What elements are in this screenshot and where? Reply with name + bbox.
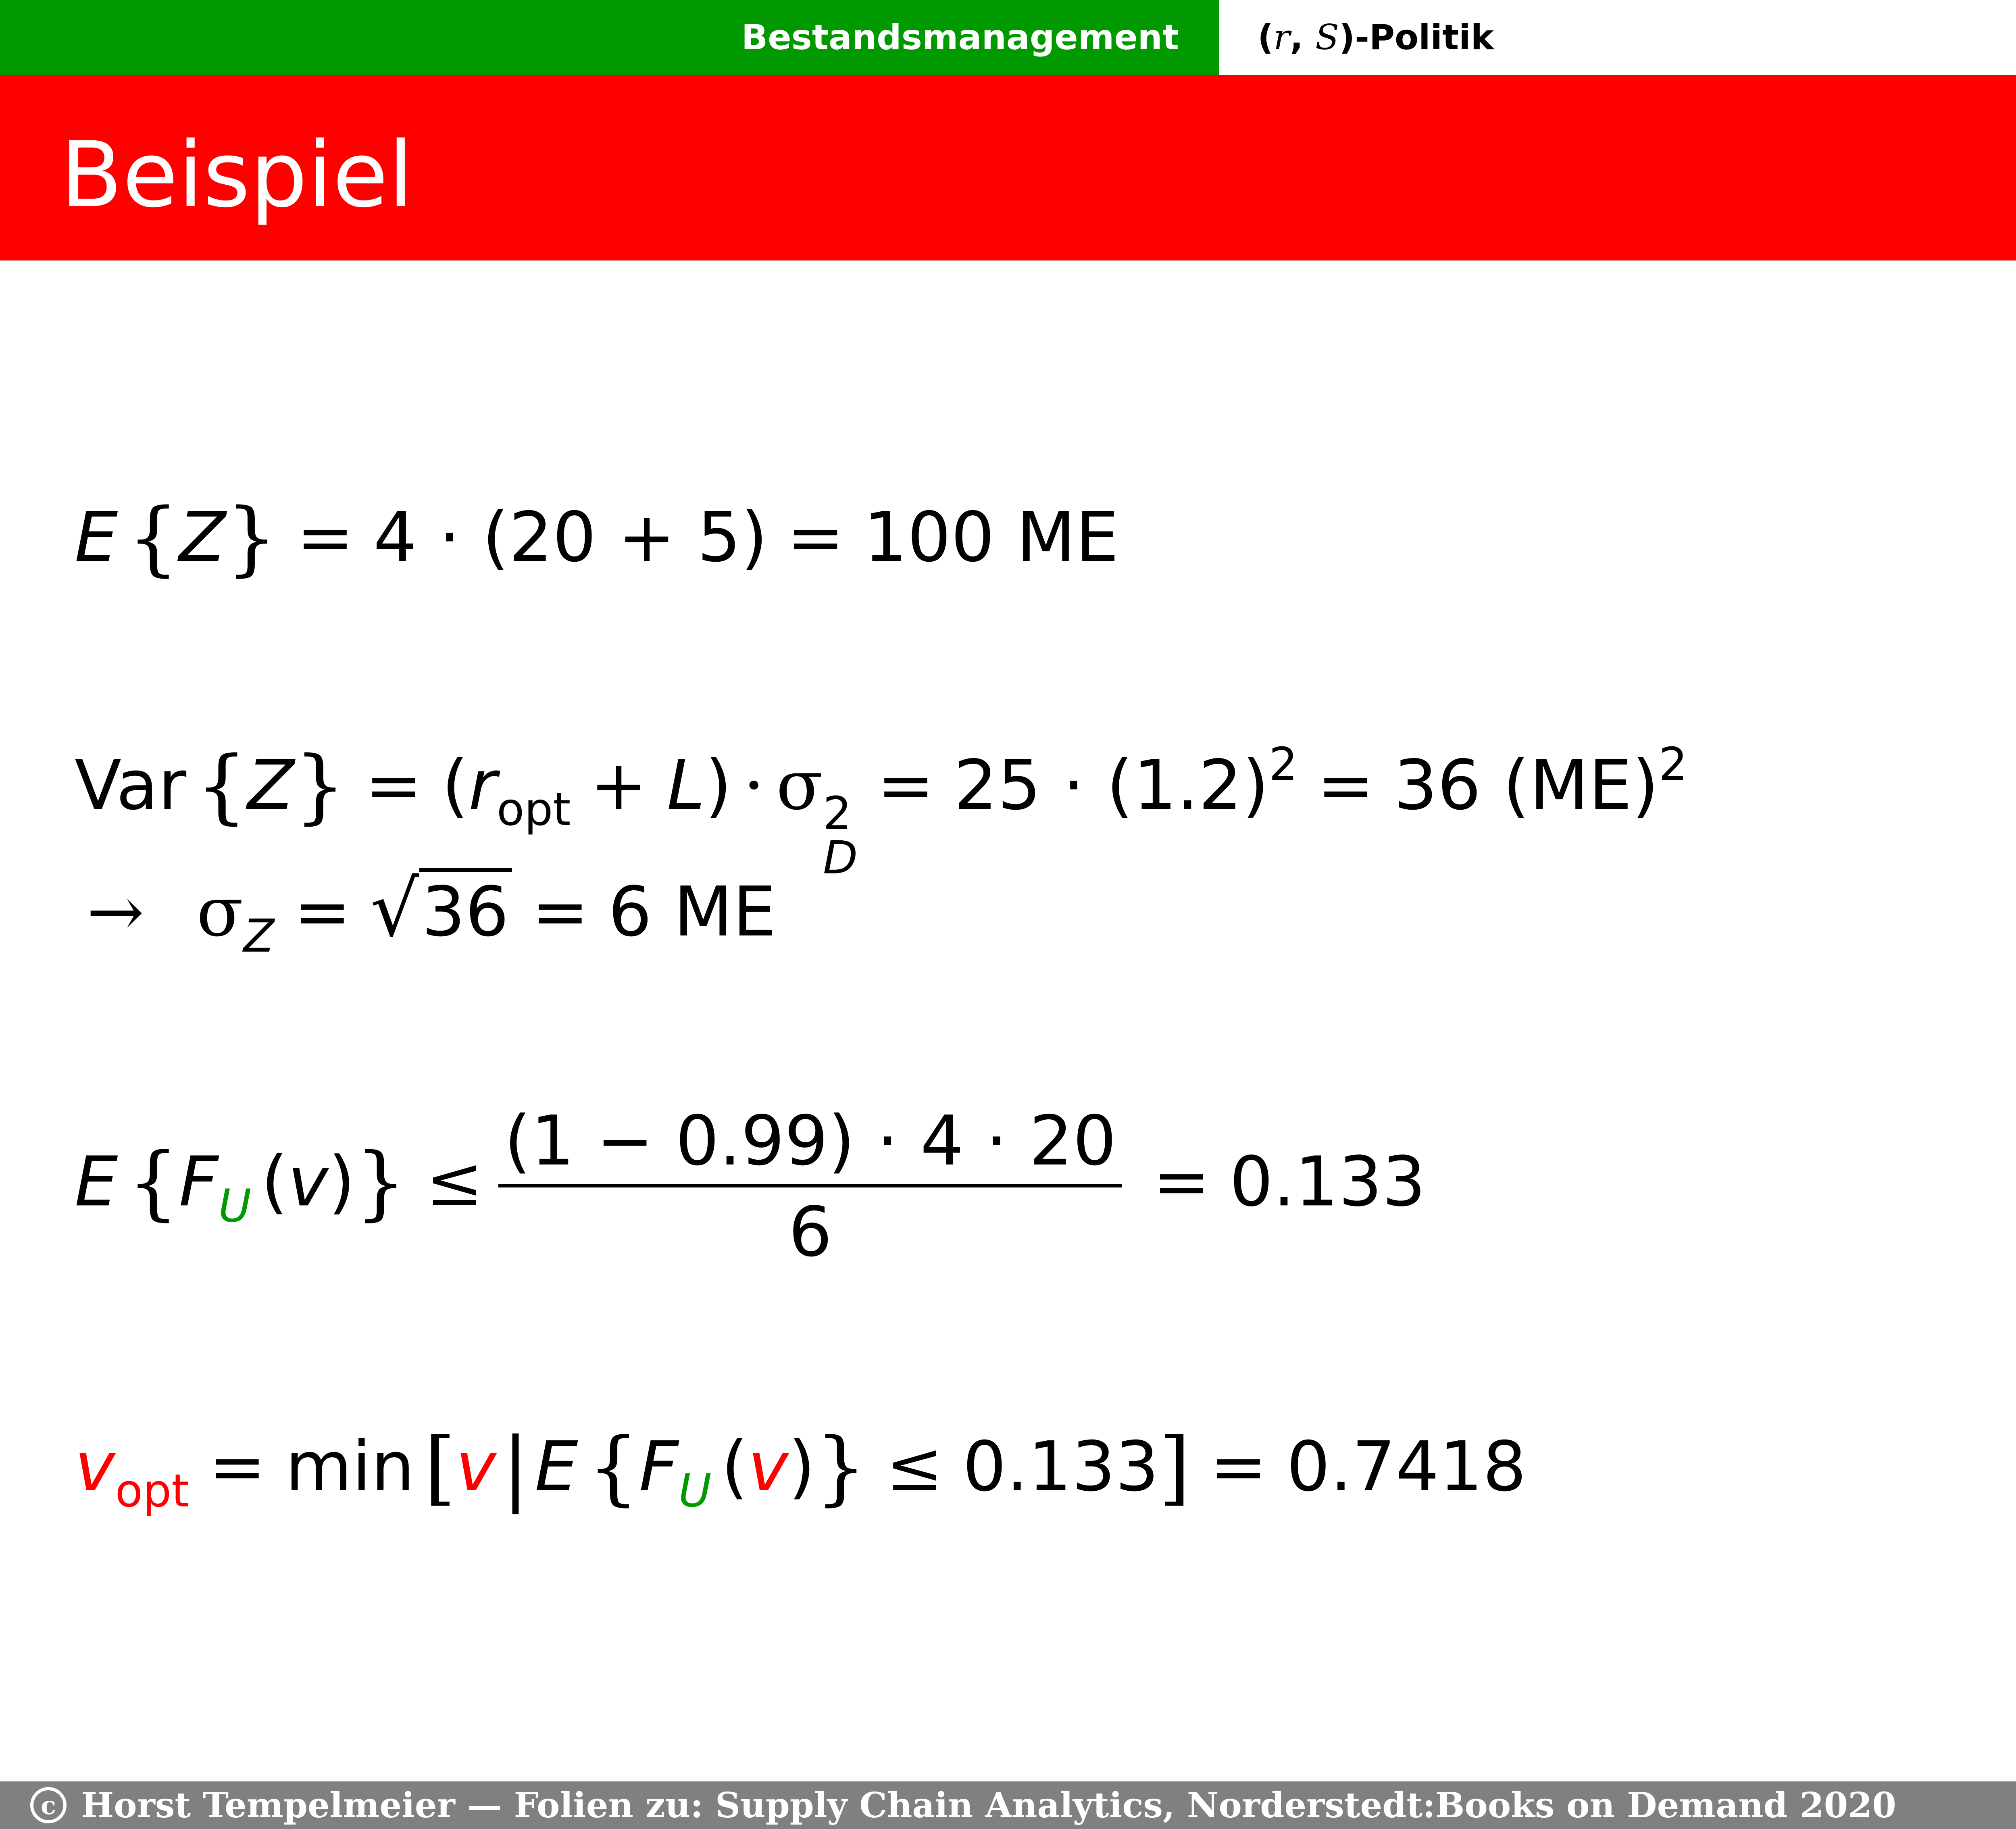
sqrt-radicand: 36: [419, 868, 512, 952]
equation-variance: Var $\{Z\} = (r_{opt} + L) \cdot \sigma$ 2 D = $25 \cdot (1.2)^2 = 36$ (ME)$^2$: [75, 738, 1688, 884]
copyright-icon: c: [30, 1787, 67, 1823]
subsection-nav[interactable]: [1219, 0, 2016, 75]
section-nav[interactable]: [0, 0, 1219, 75]
footer-citation: Horst Tempelmeier — Folien zu: Supply Chain Analytics, Norderstedt:Books on Demand 2020: [81, 1785, 1896, 1826]
subsection-label[interactable]: (r, S)-Politik: [1258, 17, 1494, 58]
fraction: (1 − 0.99) · 4 · 20 6: [498, 1107, 1122, 1267]
fraction-bar: [498, 1184, 1122, 1187]
footer-bar: [0, 1781, 2016, 1829]
slide-title: Beispiel: [60, 122, 413, 227]
equation-std-deviation: → $\sigma_Z = √36 = 6$ ME: [87, 865, 776, 962]
equation-expected-shortfall: E {$F_U$ (v)} ≤ (1 − 0.99) · 4 · 20 6 = 0.133: [75, 1101, 1426, 1272]
header-bar: [0, 0, 2016, 75]
equation-optimal-v: $v_{opt} = \min [v|E$ {$F_U$ (v)} ≤ 0.133] = 0.7418: [75, 1421, 1527, 1517]
section-label[interactable]: Bestandsmanagement: [741, 17, 1179, 58]
equation-expected-demand: E {Z} = 4 · (20 + 5) = 100 ME: [75, 491, 1119, 585]
